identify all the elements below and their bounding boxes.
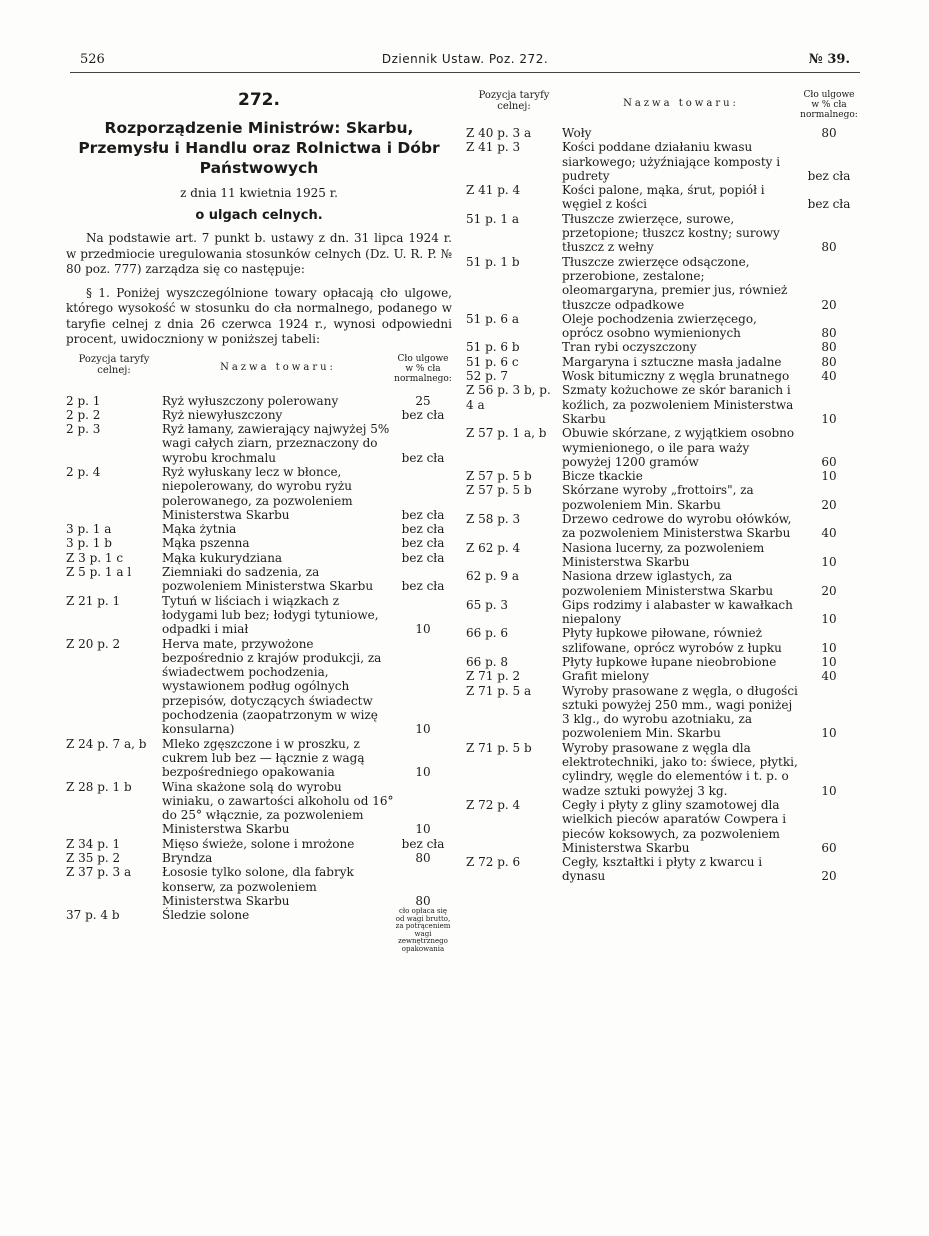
tariff-position: Z 37 p. 3 a (66, 865, 132, 880)
table-row (466, 855, 858, 884)
goods-name: Cegły i płyty z gliny szamotowej dla wielkich pieców aparatów Cowpera i pieców koksowych, za pozwoleniem Ministerstwa Skarbu (562, 797, 787, 855)
table-row (466, 355, 858, 369)
goods-name: Ryż niewyłuszczony (162, 407, 283, 422)
table-row (466, 383, 858, 426)
table-row (466, 369, 858, 383)
table-row (66, 465, 452, 522)
duty-rate: 60 (821, 840, 837, 855)
duty-rate: 10 (821, 783, 837, 798)
tariff-position: Z 34 p. 1 (66, 836, 121, 851)
intro-paragraph: Na podstawie art. 7 punkt b. ustawy z dn. 31 lipca 1924 r. w przedmiocie uregulowania stosunków celnych (Dz. U. R. P. № 80 poz. 777) zarządza się co następuje: (66, 231, 452, 276)
tariff-position: Z 3 p. 1 c (66, 550, 124, 565)
duty-rate: 10 (821, 726, 837, 741)
tariff-position: Z 28 p. 1 b (66, 779, 132, 794)
tariff-position: 2 p. 2 (66, 407, 101, 422)
duty-rate: 20 (821, 583, 837, 598)
duty-rate: bez cła (401, 507, 445, 522)
tariff-position: Z 57 p. 1 a, b (466, 426, 547, 441)
goods-name: Gips rodzimy i alabaster w kawałkach niepalony (562, 597, 793, 627)
duty-rate: 10 (821, 612, 837, 627)
tariff-position: Z 72 p. 4 (466, 797, 521, 812)
goods-name: Mąka kukurydziana (162, 550, 283, 565)
table-row (466, 140, 858, 183)
goods-name: Tłuszcze zwierzęce odsączone, przerobione, zestalone; oleomargaryna, premier jus, również tłuszcze odpadkowe (562, 254, 788, 312)
goods-name: Herva mate, przywożone bezpośrednio z krajów produkcji, za świadectwem pochodzenia, wystawionem podług ogólnych przepisów, dotyczących świadectw pochodzenia (zaopatrzonym w wizę konsularna) (162, 636, 382, 737)
table-row (66, 551, 452, 565)
table-row (466, 741, 858, 798)
duty-rate: 10 (821, 411, 837, 426)
table-row (466, 255, 858, 312)
journal-title: Dziennik Ustaw. Poz. 272. (381, 52, 549, 66)
duty-rate: 10 (415, 622, 431, 637)
tariff-position: 51 p. 6 b (466, 340, 520, 355)
tariff-position: 2 p. 3 (66, 422, 101, 437)
tariff-position: Z 72 p. 6 (466, 855, 521, 870)
act-number: 272. (238, 90, 280, 110)
goods-name: Tłuszcze zwierzęce, surowe, przetopione; tłuszcz kostny; surowy tłuszcz z wełny (562, 211, 780, 255)
tariff-position: 51 p. 1 a (466, 211, 519, 226)
tariff-position: Z 41 p. 3 (466, 140, 521, 155)
header-rule (70, 72, 860, 73)
table-row (66, 637, 452, 737)
goods-name: Grafit mielony (562, 669, 650, 684)
goods-name: Nasiona lucerny, za pozwoleniem Ministerstwa Skarbu (562, 540, 765, 569)
tariff-position: Z 24 p. 7 a, b (66, 736, 147, 751)
tariff-position: Z 71 p. 5 b (466, 740, 532, 755)
duty-rate: 80 (821, 340, 837, 355)
goods-name: Tytuń w liściach i wiązkach z łodygami lub bez; łodygi tytuniowe, odpadki i miał (162, 593, 379, 637)
tariff-position: 51 p. 6 a (466, 311, 519, 326)
duty-rate: 80 (821, 354, 837, 369)
table-row (66, 422, 452, 465)
section-1-paragraph: § 1. Poniżej wyszczególnione towary opłacają cło ulgowe, którego wysokość w stosunku do cła normalnego, podanego w taryfie celnej z dnia 26 czerwca 1924 r., wynosi odpowiedni procent, uwidoczniony w poniższej tabeli: (66, 285, 452, 346)
table-row (466, 212, 858, 255)
tariff-position: Z 40 p. 3 a (466, 126, 532, 140)
goods-name: Margaryna i sztuczne masła jadalne (562, 354, 782, 369)
goods-name: Woły (562, 126, 592, 140)
goods-name: Wyroby prasowane z węgla, o długości sztuki powyżej 250 mm., wagi poniżej 3 klg., do wyrobu azotniaku, za pozwoleniem Min. Skarbu (562, 683, 798, 741)
duty-rate: 10 (821, 469, 837, 484)
issue-number: № 39. (808, 52, 850, 67)
duty-rate: bez cła (401, 550, 445, 565)
duty-rate: bez cła (807, 197, 851, 212)
duty-rate: 10 (821, 654, 837, 669)
goods-name: Drzewo cedrowe do wyrobu ołówków, za pozwoleniem Ministerstwa Skarbu (562, 512, 792, 541)
tariff-position: Z 41 p. 4 (466, 183, 521, 198)
table-row (466, 183, 858, 212)
goods-name: Ziemniaki do sadzenia, za pozwoleniem Ministerstwa Skarbu (162, 565, 374, 594)
duty-rate: 40 (821, 369, 837, 384)
table-row (466, 798, 858, 855)
duty-rate: 10 (821, 554, 837, 569)
table-row (466, 312, 858, 341)
goods-name: Ryż wyłuszczony polerowany (162, 393, 339, 408)
table-row (66, 394, 452, 408)
goods-name: Skórzane wyroby „frottoirs", za pozwoleniem Min. Skarbu (562, 483, 754, 512)
table-row (466, 684, 858, 741)
duty-rate: bez cła (401, 836, 445, 851)
table-row (66, 737, 452, 780)
tariff-position: Z 57 p. 5 b (466, 469, 532, 484)
goods-name: Wyroby prasowane z węgla dla elektrotechniki, jako to: świece, płytki, cylindry, węgle do elementów i t. p. o wadze sztuki powyżej 3 kg. (562, 740, 798, 798)
tariff-position: 37 p. 4 b (66, 908, 120, 923)
duty-rate: 40 (821, 526, 837, 541)
tariff-position: 52 p. 7 (466, 369, 509, 384)
tariff-position: 62 p. 9 a (466, 569, 519, 584)
tariff-position: Z 5 p. 1 a l (66, 565, 132, 580)
goods-name: Wosk bitumiczny z węgla brunatnego (562, 369, 790, 384)
table-row (466, 669, 858, 683)
table-row (66, 865, 452, 908)
duty-rate: 20 (821, 297, 837, 312)
left-column (66, 90, 452, 953)
tariff-position: 66 p. 8 (466, 654, 509, 669)
table-row (66, 594, 452, 637)
duty-rate: bez cła (401, 579, 445, 594)
goods-name: Bryndza (162, 851, 213, 865)
duty-rate: 10 (821, 640, 837, 655)
table-row (466, 126, 858, 140)
tariff-position: 51 p. 1 b (466, 254, 520, 269)
table-row (66, 837, 452, 851)
goods-name: Wina skażone solą do wyrobu winiaku, o zawartości alkoholu od 16° do 25° włącznie, za pozwoleniem Ministerstwa Skarbu (162, 779, 394, 837)
header-name: Nazwa towaru: (220, 361, 336, 373)
goods-name: Śledzie solone (162, 908, 250, 923)
duty-rate: 80 (821, 240, 837, 255)
goods-name: Mąka pszenna (162, 536, 250, 551)
goods-name: Łososie tylko solone, dla fabryk konserw, za pozwoleniem Ministerstwa Skarbu (162, 865, 354, 908)
table-row (466, 469, 858, 483)
goods-name: Płyty łupkowe piłowane, również szlifowane, oprócz wyrobów z łupku (562, 626, 782, 655)
duty-rate: 40 (821, 669, 837, 684)
tariff-position: 65 p. 3 (466, 597, 509, 612)
tariff-position: Z 21 p. 1 (66, 593, 121, 608)
table-row (466, 426, 858, 469)
goods-name: Tran rybi oczyszczony (562, 340, 697, 355)
duty-rate: 80 (415, 893, 431, 908)
duty-rate: 10 (415, 722, 431, 737)
tariff-position: Z 57 p. 5 b (466, 483, 532, 498)
tariff-position: 3 p. 1 a (66, 522, 112, 537)
goods-name: Ryż łamany, zawierający najwyżej 5% wagi całych ziarn, przeznaczony do wyrobu krochmalu (162, 422, 390, 465)
tariff-position: Z 62 p. 4 (466, 540, 521, 555)
duty-rate: 10 (415, 765, 431, 780)
duty-rate: bez cła (401, 450, 445, 465)
act-title: Rozporządzenie Ministrów: Skarbu, Przemysłu i Handlu oraz Rolnictwa i Dóbr Państwowych (78, 119, 440, 177)
tariff-position: Z 35 p. 2 (66, 851, 121, 865)
goods-name: Ryż wyłuskany lecz w błonce, niepolerowany, do wyrobu ryżu polerowanego, za pozwoleniem Ministerstwa Skarbu (162, 464, 353, 522)
tariff-position: Z 56 p. 3 b, p. 4 a (466, 383, 551, 412)
goods-name: Cegły, kształtki i płyty z kwarcu i dynasu (562, 855, 763, 884)
table-row (466, 569, 858, 598)
act-subject: o ulgach celnych. (195, 208, 323, 223)
duty-rate: bez cła (401, 407, 445, 422)
goods-name: Mąka żytnia (162, 522, 237, 537)
duty-rate: 25 (415, 393, 431, 408)
goods-name: Nasiona drzew iglastych, za pozwoleniem Ministerstwa Skarbu (562, 569, 774, 598)
goods-name: Płyty łupkowe łupane nieobrobione (562, 654, 777, 669)
duty-rate: 80 (415, 851, 431, 865)
tariff-position: 51 p. 6 c (466, 354, 519, 369)
duty-rate: bez cła (807, 168, 851, 183)
table-row (66, 408, 452, 422)
goods-name: Kości poddane działaniu kwasu siarkowego; użyźniające komposty i pudrety (562, 140, 781, 183)
goods-name: Mięso świeże, solone i mrożone (162, 836, 355, 851)
duty-rate: bez cła (401, 536, 445, 551)
tariff-position: Z 20 p. 2 (66, 636, 121, 651)
duty-rate: cło opłaca się od wagi brutto, za potrąceniem wagi zewnętrznego opakowania (395, 907, 451, 953)
tariff-position: 66 p. 6 (466, 626, 509, 641)
table-row (466, 340, 858, 354)
duty-rate: 80 (821, 126, 837, 140)
duty-rate: 60 (821, 454, 837, 469)
table-row (66, 565, 452, 594)
table-row (66, 780, 452, 837)
table-row (466, 512, 858, 541)
header-name: Nazwa towaru: (623, 98, 739, 109)
table-row (66, 908, 452, 953)
duty-rate: 20 (821, 497, 837, 512)
tariff-position: Z 71 p. 2 (466, 669, 521, 684)
tariff-position: 2 p. 4 (66, 464, 101, 479)
page-header (80, 52, 850, 74)
table-row (466, 626, 858, 655)
table-row (466, 483, 858, 512)
act-date: z dnia 11 kwietnia 1925 r. (180, 186, 338, 200)
duty-rate: 10 (415, 822, 431, 837)
goods-name: Obuwie skórzane, z wyjątkiem osobno wymienionego, o ile para waży powyżej 1200 gramów (562, 426, 795, 469)
table-row (466, 541, 858, 570)
duty-rate: 20 (821, 869, 837, 884)
goods-name: Oleje pochodzenia zwierzęcego, oprócz osobno wymienionych (562, 311, 757, 341)
right-table-body (466, 126, 858, 884)
tariff-position: 3 p. 1 b (66, 536, 112, 551)
header-duty: Cło ulgowe w % cła normalnego: (394, 353, 452, 384)
goods-name: Kości palone, mąka, śrut, popiół i węgiel z kości (562, 183, 765, 212)
header-position: Pozycja taryfy celnej: (78, 353, 150, 376)
tariff-position: Z 71 p. 5 a (466, 683, 532, 698)
page-number: 526 (80, 52, 105, 67)
goods-name: Mleko zgęszczone i w proszku, z cukrem lub bez — łącznie z wagą bezpośredniego opakowania (162, 736, 365, 780)
goods-name: Bicze tkackie (562, 469, 643, 484)
table-row (466, 655, 858, 669)
table-header (466, 90, 858, 120)
table-row (66, 536, 452, 550)
table-header (66, 354, 452, 384)
header-position: Pozycja taryfy celnej: (478, 90, 550, 112)
tariff-position: Z 58 p. 3 (466, 512, 521, 527)
right-column (466, 90, 858, 884)
left-table-body (66, 394, 452, 954)
duty-rate: 80 (821, 326, 837, 341)
duty-rate: bez cła (401, 522, 445, 537)
goods-name: Szmaty kożuchowe ze skór baranich i koźlich, za pozwoleniem Ministerstwa Skarbu (562, 383, 794, 426)
table-row (66, 522, 452, 536)
header-duty: Cło ulgowe w % cła normalnego: (800, 90, 858, 120)
table-row (66, 851, 452, 865)
tariff-position: 2 p. 1 (66, 393, 101, 408)
table-row (466, 598, 858, 627)
